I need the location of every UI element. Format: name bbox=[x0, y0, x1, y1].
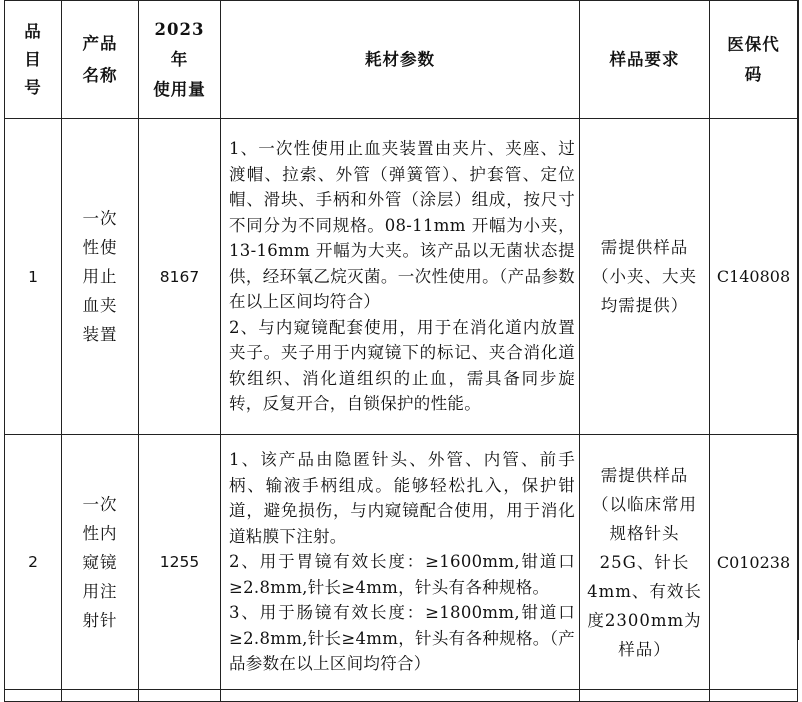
empty-cell bbox=[5, 690, 62, 702]
param-line: 1、该产品由隐匿针头、外管、内管、前手柄、输液手柄组成。能够轻松扎入，保护钳道，避免损伤，与内窥镜配合使用，用于消化道粘膜下注射。 bbox=[229, 450, 575, 546]
header-sample bbox=[580, 1, 710, 119]
empty-cell bbox=[710, 690, 798, 702]
table-row bbox=[5, 435, 798, 690]
empty-cell bbox=[139, 690, 221, 702]
row-name-text: 一次性内窥镜用注射针 bbox=[82, 494, 118, 630]
row-index: 1 bbox=[5, 119, 62, 435]
row-usage: 1255 bbox=[139, 435, 221, 690]
row-sample: 需提供样品（小夹、大夹均需提供） bbox=[580, 119, 710, 435]
table-row bbox=[5, 119, 798, 435]
row-code: C140808 bbox=[710, 119, 798, 435]
param-line: 2、用于胃镜有效长度：≥1600mm,钳道口≥2.8mm,针长≥4mm，针头有各种规格。 bbox=[229, 552, 575, 597]
page-edge-line bbox=[798, 0, 802, 640]
row-name-text: 一次性使用止血夹装置 bbox=[82, 209, 118, 344]
header-code-label: 医保代 码 bbox=[727, 34, 780, 84]
header-params bbox=[221, 1, 580, 119]
header-sample-label: 样品要求 bbox=[609, 49, 680, 69]
row-name bbox=[62, 435, 139, 690]
row-name bbox=[62, 119, 139, 435]
header-params-label: 耗材参数 bbox=[365, 49, 435, 69]
param-line: 1、一次性使用止血夹装置由夹片、夹座、过渡帽、拉索、外管（弹簧管）、护套管、定位帽、滑块、手柄和外管（涂层）组成，按尺寸不同分为不同规格。08-11mm 开幅为小夹，13-16mm 开幅为大夹。该产品以无菌状态提供，经环氧乙烷灭菌。一次性使用。（产品参数在以上区间均符合） bbox=[229, 139, 575, 312]
param-line: 3、用于肠镜有效长度：≥1800mm,钳道口≥2.8mm,针长≥4mm，针头有各种规格。（产品参数在以上区间均符合） bbox=[229, 603, 575, 674]
header-index-label: 品目号 bbox=[24, 21, 42, 97]
row-index: 2 bbox=[5, 435, 62, 690]
header-index bbox=[5, 1, 62, 119]
table-row-continued bbox=[5, 690, 798, 702]
header-row bbox=[5, 1, 798, 119]
param-line: 2、与内窥镜配套使用，用于在消化道内放置夹子。夹子用于内窥镜下的标记、夹合消化道软组织、消化道组织的止血，需具备同步旋转，反复开合，自锁保护的性能。 bbox=[229, 317, 575, 414]
header-name bbox=[62, 1, 139, 119]
empty-cell bbox=[221, 690, 580, 702]
row-sample: 需提供样品（以临床常用规格针头25G、针长4mm、有效长度2300mm为样品） bbox=[580, 435, 710, 690]
row-code: C010238 bbox=[710, 435, 798, 690]
row-usage: 8167 bbox=[139, 119, 221, 435]
product-spec-table bbox=[4, 0, 798, 702]
row-params bbox=[221, 119, 580, 435]
empty-cell bbox=[62, 690, 139, 702]
empty-cell bbox=[580, 690, 710, 702]
row-params bbox=[221, 435, 580, 690]
header-usage-label: 2023 年 使用量 bbox=[153, 19, 206, 99]
header-usage bbox=[139, 1, 221, 119]
header-code bbox=[710, 1, 798, 119]
header-name-label: 产品名称 bbox=[82, 33, 118, 85]
